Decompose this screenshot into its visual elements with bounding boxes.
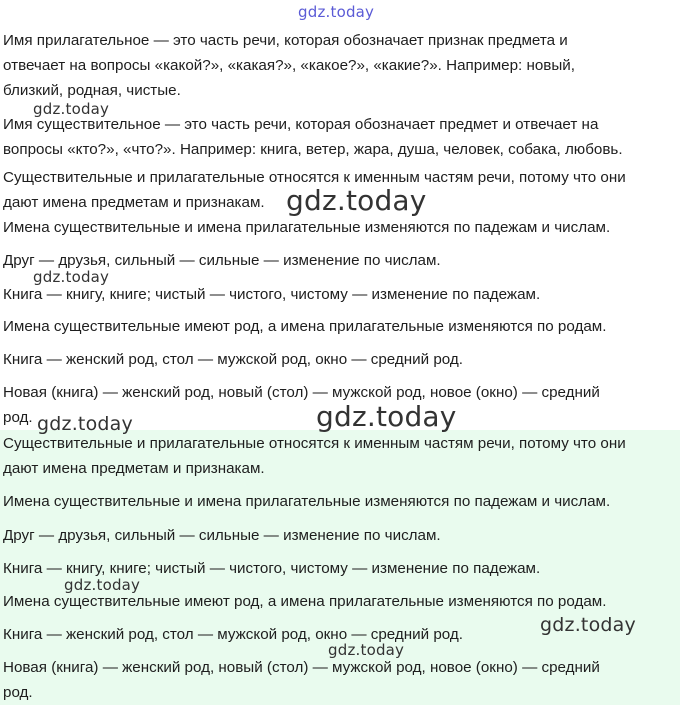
- noun-definition: [3, 112, 623, 162]
- text-line: Имена существительные имеют род, а имена прилагательные изменяются по родам.: [3, 318, 607, 335]
- text-line: Имена существительные и имена прилагательные изменяются по падежам и числам.: [3, 219, 611, 236]
- text-line: вопросы «кто?», «что?». Например: книга, ветер, жара, душа, человек, собака, любовь.: [3, 141, 623, 158]
- text-line: Книга — книгу, книге; чистый — чистого, чистому — изменение по падежам.: [3, 560, 541, 577]
- text-line: Существительные и прилагательные относятся к именным частям речи, потому что они: [3, 435, 626, 452]
- text-line: род.: [3, 409, 33, 426]
- text-line: дают имена предметам и признакам.: [3, 460, 265, 477]
- answer-paragraph-number-example: [3, 523, 441, 548]
- watermark: gdz.today: [33, 100, 110, 118]
- answer-paragraph-change: [3, 489, 610, 514]
- text-line: Новая (книга) — женский род, новый (стол) — мужской род, новое (окно) — средний: [3, 659, 600, 676]
- text-line: Имена существительные и имена прилагательные изменяются по падежам и числам.: [3, 493, 611, 510]
- text-line: род.: [3, 684, 33, 701]
- watermark: gdz.today: [33, 268, 110, 286]
- watermark: gdz.today: [316, 400, 457, 433]
- text-line: близкий, родная, чистые.: [3, 82, 181, 99]
- watermark: gdz.today: [540, 614, 636, 636]
- draft-paragraph-change: [3, 215, 610, 240]
- text-line: Имена существительные имеют род, а имена прилагательные изменяются по родам.: [3, 593, 607, 610]
- watermark: gdz.today: [37, 413, 133, 435]
- adjective-definition: [3, 28, 575, 103]
- text-line: Книга — женский род, стол — мужской род, окно — средний род.: [3, 351, 463, 368]
- text-line: Книга — женский род, стол — мужской род, окно — средний род.: [3, 626, 463, 643]
- text-line: Имя существительное — это часть речи, которая обозначает предмет и отвечает на: [3, 116, 599, 133]
- answer-paragraph-nominal: [3, 431, 626, 481]
- answer-paragraph-adjective-gender: [3, 655, 600, 705]
- text-line: Друг — друзья, сильный — сильные — изменение по числам.: [3, 527, 441, 544]
- draft-paragraph-gender: [3, 314, 606, 339]
- watermark: gdz.today: [64, 576, 141, 594]
- text-line: Книга — книгу, книге; чистый — чистого, чистому — изменение по падежам.: [3, 286, 541, 303]
- text-line: Друг — друзья, сильный — сильные — изменение по числам.: [3, 252, 441, 269]
- watermark: gdz.today: [286, 184, 427, 217]
- watermark: gdz.today: [298, 3, 375, 21]
- draft-paragraph-gender-example: [3, 347, 463, 372]
- watermark: gdz.today: [328, 641, 405, 659]
- text-line: Новая (книга) — женский род, новый (стол) — мужской род, новое (окно) — средний: [3, 384, 600, 401]
- text-line: отвечает на вопросы «какой?», «какая?», «какое?», «какие?». Например: новый,: [3, 57, 575, 74]
- text-line: Существительные и прилагательные относятся к именным частям речи, потому что они: [3, 169, 626, 186]
- text-line: Имя прилагательное — это часть речи, которая обозначает признак предмета и: [3, 32, 568, 49]
- text-line: дают имена предметам и признакам.: [3, 194, 265, 211]
